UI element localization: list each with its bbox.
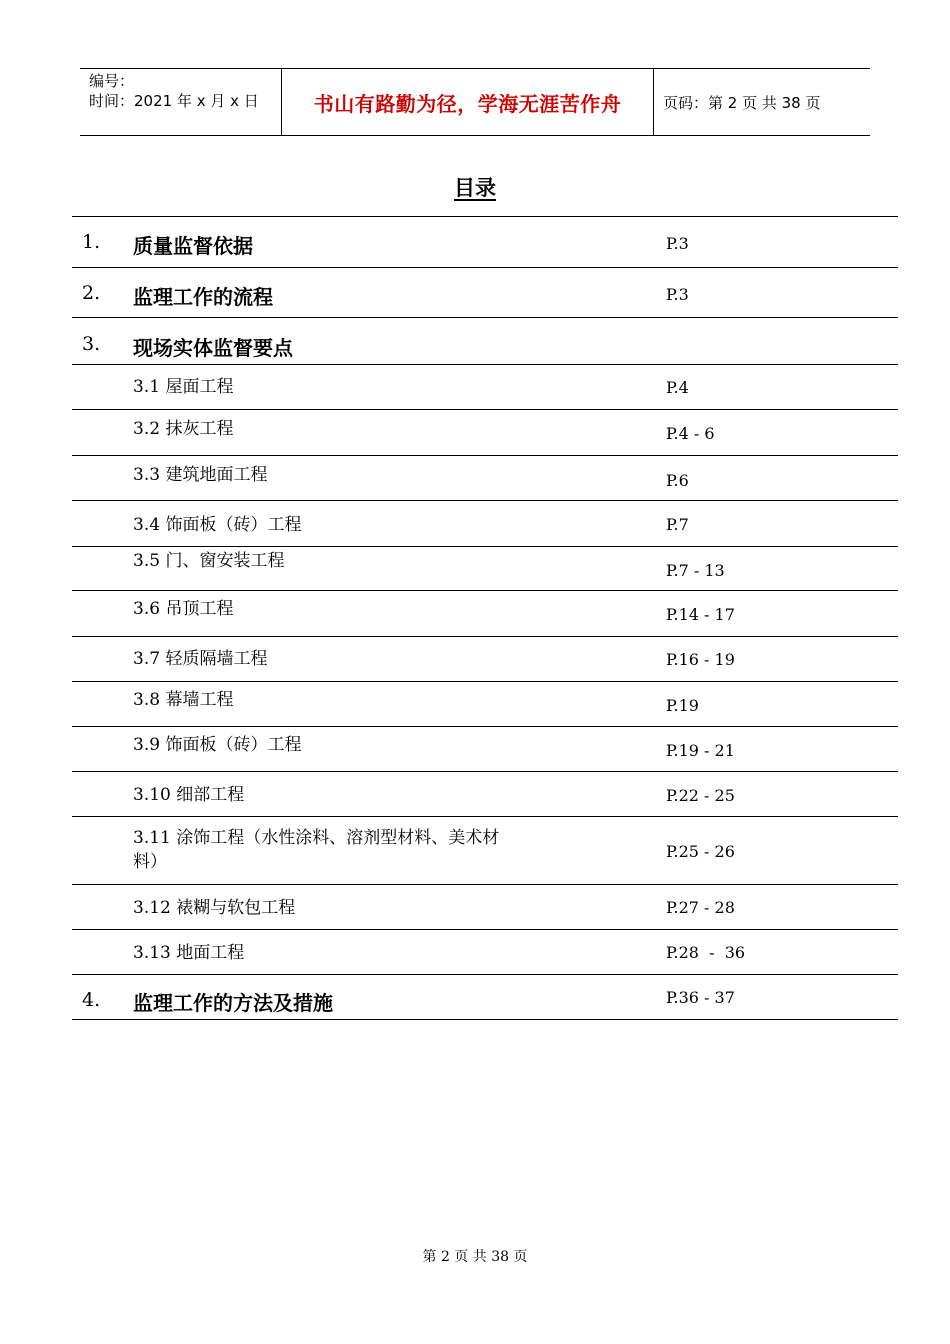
toc-page: P.3 [666,234,689,253]
toc-page: P.16 - 19 [666,650,735,669]
toc-page: P.25 - 26 [666,842,735,861]
toc-row[interactable] [72,217,898,268]
toc-label: 现场实体监督要点 [133,336,293,360]
toc-row[interactable] [72,682,898,727]
toc-label: 3.12 裱糊与软包工程 [133,898,296,918]
toc-table [72,216,898,1020]
toc-label: 3.10 细部工程 [133,785,245,805]
toc-number: 3. [82,333,101,355]
toc-row[interactable] [72,817,898,885]
doc-number-label: 编号： [89,72,135,90]
toc-heading [0,172,950,202]
toc-row[interactable] [72,727,898,772]
toc-label: 3.9 饰面板（砖）工程 [133,735,302,755]
page-footer: 第 2 页 共 38 页 [422,1249,528,1265]
toc-label: 3.13 地面工程 [133,943,245,963]
toc-row[interactable] [72,772,898,817]
toc-page: P.4 [666,378,689,397]
header-page-info: 页码：第 2 页 共 38 页 [663,93,821,112]
toc-label: 3.8 幕墙工程 [133,690,234,710]
toc-row[interactable] [72,591,898,637]
header-motto: 书山有路勤为径，学海无涯苦作舟 [281,69,654,135]
toc-page: P.3 [666,285,689,304]
toc-label: 3.11 涂饰工程（水性涂料、溶剂型材料、美术材料） [133,828,500,872]
toc-row[interactable] [72,975,898,1020]
toc-page: P.28 - 36 [666,943,746,962]
toc-label: 3.6 吊顶工程 [133,599,234,619]
toc-label: 3.2 抹灰工程 [133,419,234,439]
toc-row[interactable] [72,637,898,682]
toc-page: P.7 [666,515,689,534]
toc-number: 2. [82,282,101,304]
toc-title: 目录 [454,175,496,200]
toc-page: P.14 - 17 [666,605,735,624]
toc-page: P.7 - 13 [666,561,725,580]
document-header [80,68,870,136]
toc-page: P.6 [666,471,689,490]
toc-page: P.19 [666,696,699,715]
doc-date: 时间：2021 年 x 月 x 日 [89,92,259,110]
toc-row[interactable] [72,547,898,591]
toc-page: P.19 - 21 [666,741,735,760]
toc-row[interactable] [72,930,898,975]
toc-row[interactable] [72,885,898,930]
toc-label: 3.5 门、窗安装工程 [133,551,285,571]
toc-row[interactable] [72,501,898,547]
toc-page: P.22 - 25 [666,786,735,805]
toc-row[interactable] [72,365,898,410]
toc-row[interactable] [72,268,898,318]
toc-row[interactable] [72,410,898,456]
toc-label: 3.1 屋面工程 [133,377,234,397]
header-meta [80,69,281,135]
toc-page: P.4 - 6 [666,424,715,443]
toc-page: P.36 - 37 [666,988,735,1007]
toc-label: 3.3 建筑地面工程 [133,465,268,485]
toc-row[interactable] [72,318,898,365]
toc-number: 1. [82,231,101,253]
toc-number: 4. [82,989,101,1011]
toc-page: P.27 - 28 [666,898,735,917]
toc-label: 3.7 轻质隔墙工程 [133,649,268,669]
toc-row[interactable] [72,456,898,501]
toc-label: 监理工作的流程 [133,285,273,309]
toc-label: 3.4 饰面板（砖）工程 [133,515,302,535]
toc-label: 监理工作的方法及措施 [133,991,333,1015]
toc-label: 质量监督依据 [133,234,253,258]
